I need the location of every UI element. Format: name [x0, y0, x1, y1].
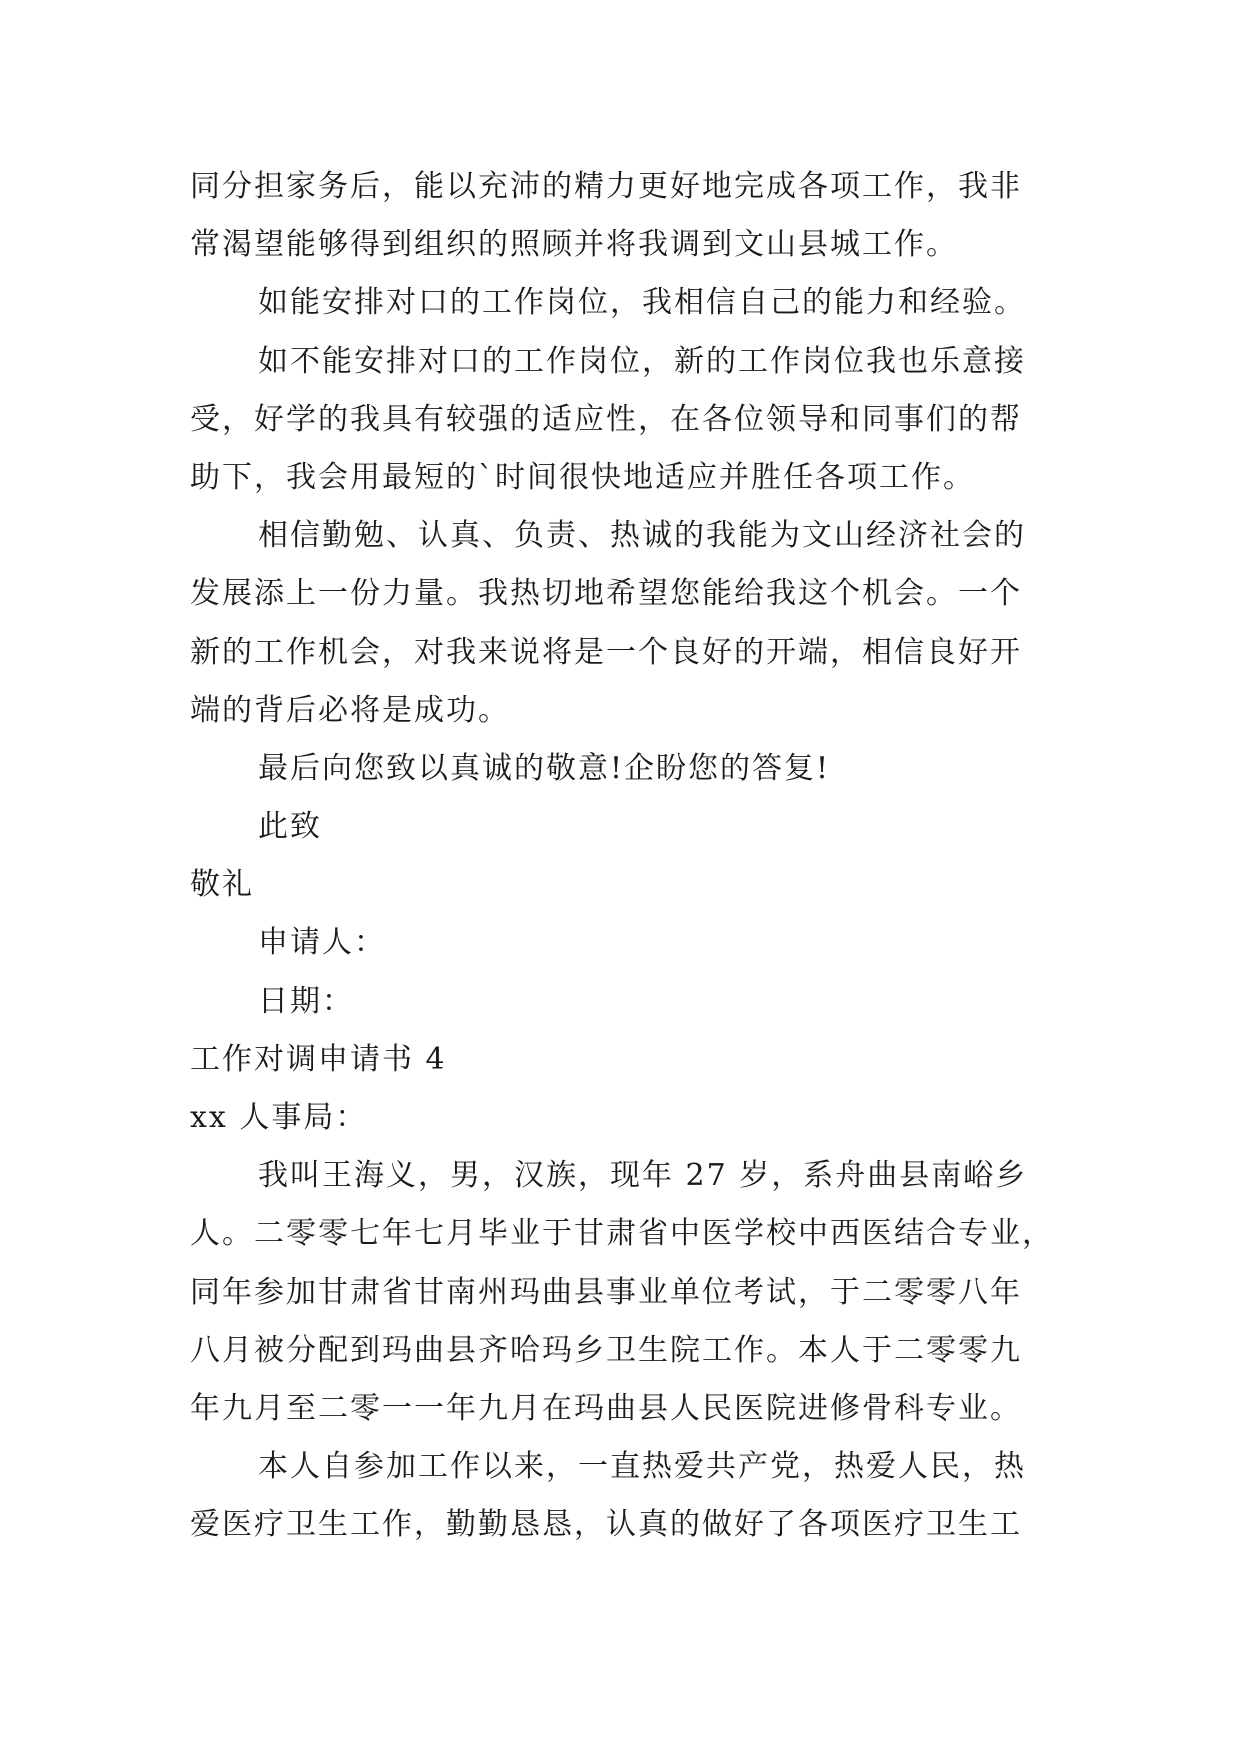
document-body	[190, 158, 1070, 1555]
section-title: 工作对调申请书 4	[190, 1041, 447, 1077]
paragraph-line: 如不能安排对口的工作岗位，新的工作岗位我也乐意接	[258, 343, 1026, 379]
text-line: 助下，我会用最短的`时间很快地适应并胜任各项工作。	[190, 459, 975, 495]
text-line: 受，好学的我具有较强的适应性，在各位领导和同事们的帮	[190, 401, 1022, 437]
text-line: 八月被分配到玛曲县齐哈玛乡卫生院工作。本人于二零零九	[190, 1332, 1022, 1368]
text-line: 常渴望能够得到组织的照顾并将我调到文山县城工作。	[190, 227, 958, 263]
date-label: 日期：	[258, 983, 354, 1019]
paragraph-line: 本人自参加工作以来，一直热爱共产党，热爱人民，热	[258, 1449, 1026, 1485]
recipient-line: xx 人事局：	[190, 1100, 368, 1135]
text-line: 爱医疗卫生工作，勤勤恳恳，认真的做好了各项医疗卫生工	[190, 1507, 1022, 1543]
text-line: 同分担家务后，能以充沛的精力更好地完成各项工作，我非	[190, 169, 1022, 204]
text-line: 同年参加甘肃省甘南州玛曲县事业单位考试，于二零零八年	[190, 1274, 1022, 1310]
paragraph-line: 我叫王海义，男，汉族，现年 27 岁，系舟曲县南峪乡	[258, 1158, 1028, 1194]
text-line: 发展添上一份力量。我热切地希望您能给我这个机会。一个	[190, 576, 1022, 612]
paragraph-line: 如能安排对口的工作岗位，我相信自己的能力和经验。	[258, 285, 1026, 321]
salutation-line: 此致	[258, 809, 322, 845]
text-line: 人。二零零七年七月毕业于甘肃省中医学校中西医结合专业，	[190, 1216, 1054, 1252]
salutation-line: 敬礼	[190, 867, 254, 903]
closing-line: 最后向您致以真诚的敬意!企盼您的答复!	[258, 750, 831, 786]
text-line: 端的背后必将是成功。	[190, 692, 510, 728]
paragraph-line: 相信勤勉、认真、负责、热诚的我能为文山经济社会的	[258, 518, 1026, 554]
text-line: 新的工作机会，对我来说将是一个良好的开端，相信良好开	[190, 634, 1022, 670]
applicant-label: 申请人：	[258, 925, 386, 961]
text-line: 年九月至二零一一年九月在玛曲县人民医院进修骨科专业。	[190, 1390, 1022, 1426]
